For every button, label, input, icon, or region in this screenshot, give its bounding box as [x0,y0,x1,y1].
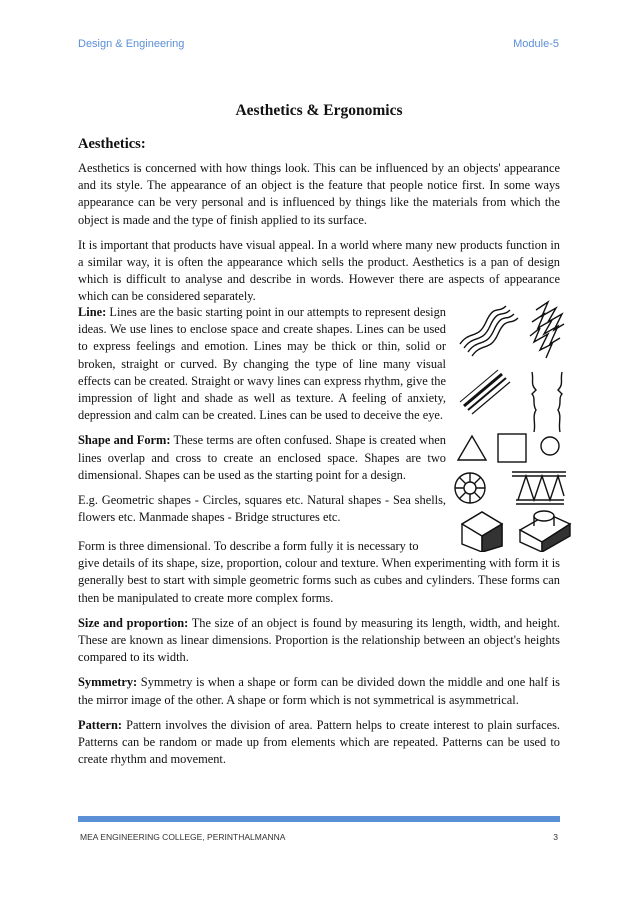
body-top [78,160,560,314]
header-course: Design & Engineering [78,38,185,50]
paragraph-shape-form [78,432,446,484]
paragraph-pattern [78,717,560,769]
paragraph-size [78,615,560,667]
line-shape-illustration [452,300,576,552]
symmetry-text: Symmetry is when a shape or form can be divided down the middle and one half is the mirror image of the other. A shape or form which is not symmetrical is asymmetrical. [78,675,560,707]
diagonal-lines-figure [460,370,510,414]
shape-text: These terms are often confused. Shape is created when lines overlap and cross to create an enclosed space. Shapes are two dimensional. Shapes can be used as the starting point for a design. [78,433,446,482]
cylinder-block-figure [520,511,570,552]
footer-college: MEA ENGINEERING COLLEGE, PERINTHALMANNA [80,832,286,842]
paragraph-example: E.g. Geometric shapes - Circles, squares etc. Natural shapes - Sea shells, flowers etc. Manmade shapes - Bridge structures etc. [78,493,446,525]
page-number: 3 [553,832,558,842]
symmetry-label: Symmetry: [78,675,138,690]
cube-figure [462,512,502,552]
bridge-structure-figure [512,472,566,504]
paragraph-intro: Aesthetics is concerned with how things look. This can be influenced by an objects' appearance and its style. The appearance of an object is the feature that people notice first. In some ways appearance can be very personal and is influenced by things like the materials from which the object is made and the type of finish applied to its surface. [78,161,560,227]
size-label: Size and proportion: [78,615,189,630]
shape-label: Shape and Form: [78,433,171,448]
footer-rule [78,816,560,822]
flower-figure [455,473,485,503]
wavy-lines-figure [460,306,518,356]
zigzag-lines-figure [530,302,564,358]
basic-shapes-figure [458,434,559,462]
line-label: Line: [78,305,107,319]
header-module: Module-5 [513,38,559,50]
section-heading: Aesthetics: [78,136,146,152]
paragraph-symmetry [78,674,560,708]
face-profile-figure [532,372,562,432]
line-text: Lines are the basic starting point in our attempts to represent design ideas. We use lines to enclose space and create shapes. Lines can be used to express feelings and emotion. Lines may be thick or thin, solid or broken, straight or curved. By changing the type of line many visual effects can be created. Straight or wavy lines can express rhythm, give the impression of light and shade as well as texture. A feeling of anxiety, depression and calm can be created. Lines can be used to deceive the eye. [78,305,446,423]
size-text: The size of an object is found by measuring its length, width, and height. These are known as linear dimensions. Proportion is the relationship between an object's heights compared to its width. [78,615,560,665]
page-title: Aesthetics & Ergonomics [235,102,403,119]
paragraph-visual-appeal: It is important that products have visual appeal. In a world where many new products function in a similar way, it is often the appearance which sells the product. Aesthetics is a pan of design which is difficult to analyse and describe in words. However there are aspects of appearance which can be considered separately. [78,237,560,304]
paragraph-form: give details of its shape, size, proportion, colour and texture. When experimenting with form it is generally best to start with simple geometric forms such as cubes and cylinders. These forms can then be manipulated to create more complex forms. [78,556,560,605]
form-first-line: Form is three dimensional. To describe a form fully it is necessary to [78,539,419,553]
pattern-text: Pattern involves the division of area. Pattern helps to create interest to plain surfaces. Patterns can be random or made up from elements which are repeated. Patterns can be used to create rhythm and movement. [78,717,560,767]
pattern-label: Pattern: [78,717,123,732]
paragraph-line [78,304,446,424]
body-bottom [78,538,560,776]
